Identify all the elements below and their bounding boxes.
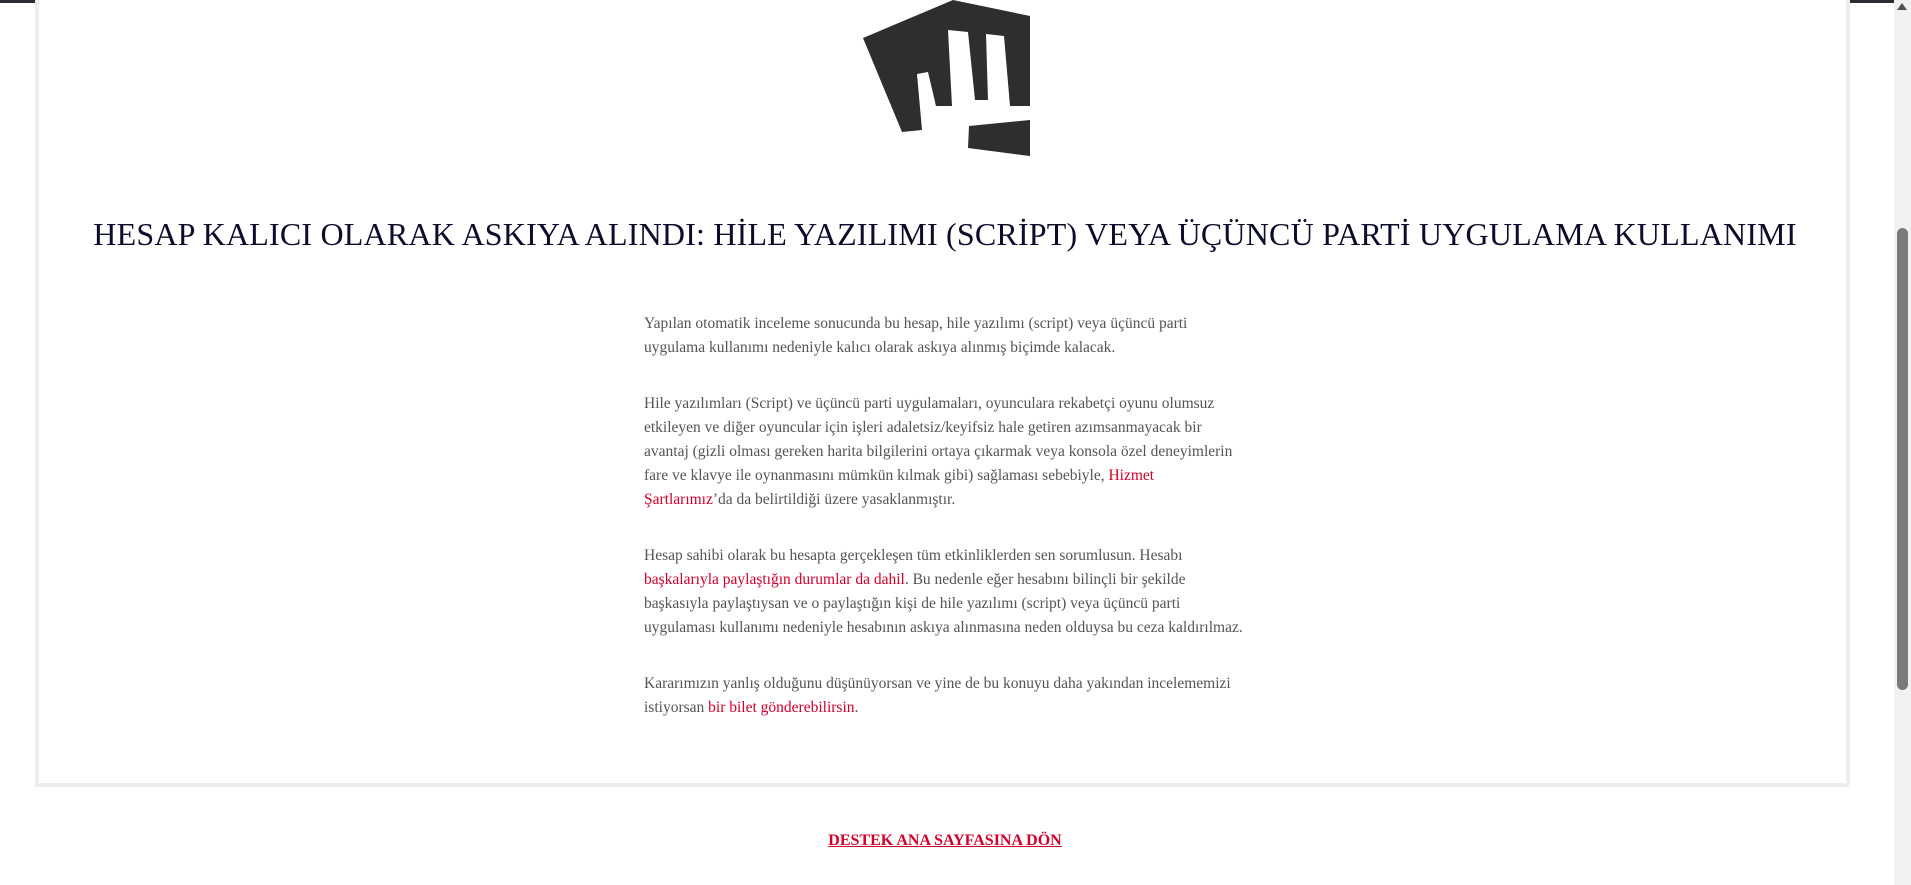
paragraph-text: ’da da belirtildiği üzere yasaklanmıştır.	[712, 491, 956, 508]
paragraph-cheat-explanation	[644, 392, 1244, 512]
riot-fist-icon	[860, 0, 1030, 158]
back-to-support-home-link[interactable]: DESTEK ANA SAYFASINA DÖN	[828, 832, 1062, 849]
submit-ticket-link[interactable]: bir bilet gönderebilirsin	[708, 699, 855, 716]
paragraph-account-responsibility	[644, 544, 1244, 640]
scroll-up-arrow-icon[interactable]	[1897, 3, 1907, 10]
scrollbar-thumb[interactable]	[1897, 228, 1908, 690]
paragraph-appeal	[644, 672, 1244, 720]
terms-of-service-link[interactable]: Hizmet Şartlarımız	[644, 467, 1155, 508]
account-sharing-link[interactable]: başkalarıyla paylaştığın durumlar da dahil	[644, 571, 905, 588]
paragraph-text: Hesap sahibi olarak bu hesapta gerçekleşen tüm etkinliklerden sen sorumlusun. Hesabı	[644, 547, 1183, 564]
paragraph-text: Kararımızın yanlış olduğunu düşünüyorsan ve yine de bu konuyu daha yakından incelememizi istiyorsan	[644, 675, 1231, 716]
paragraph-text: Hile yazılımları (Script) ve üçüncü parti uygulamaları, oyunculara rekabetçi oyunu olumsuz etkileyen ve diğer oyuncular için işleri adaletsiz/keyifsiz hale getiren azımsanmayacak bir avantaj (gizli olması gereken harita bilgilerini ortaya çıkarmak veya konsola özel deneyimlerin fare ve klavye ile oynanmasını mümkün kılmak gibi) sağlaması sebebiyle,	[644, 395, 1233, 484]
page-title: HESAP KALICI OLARAK ASKIYA ALINDI: HİLE YAZILIMI (SCRİPT) VEYA ÜÇÜNCÜ PARTİ UYGULAMA KULLANIMI	[93, 216, 1797, 252]
paragraph-review-result: Yapılan otomatik inceleme sonucunda bu hesap, hile yazılımı (script) veya üçüncü parti uygulama kullanımı nedeniyle kalıcı olarak askıya alınmış biçimde kalacak.	[644, 315, 1188, 356]
suspension-details	[644, 312, 1244, 752]
paragraph-text: .	[854, 699, 859, 716]
vertical-scrollbar[interactable]	[1894, 0, 1911, 885]
paragraph-text: . Bu nedenle eğer hesabını bilinçli bir şekilde başkasıyla paylaştıysan ve o paylaştığın kişi de hile yazılımı (script) veya üçüncü parti uygulaması kullanımı nedeniyle hesabının askıya alınmasına neden olduysa bu ceza kaldırılmaz.	[644, 571, 1243, 636]
